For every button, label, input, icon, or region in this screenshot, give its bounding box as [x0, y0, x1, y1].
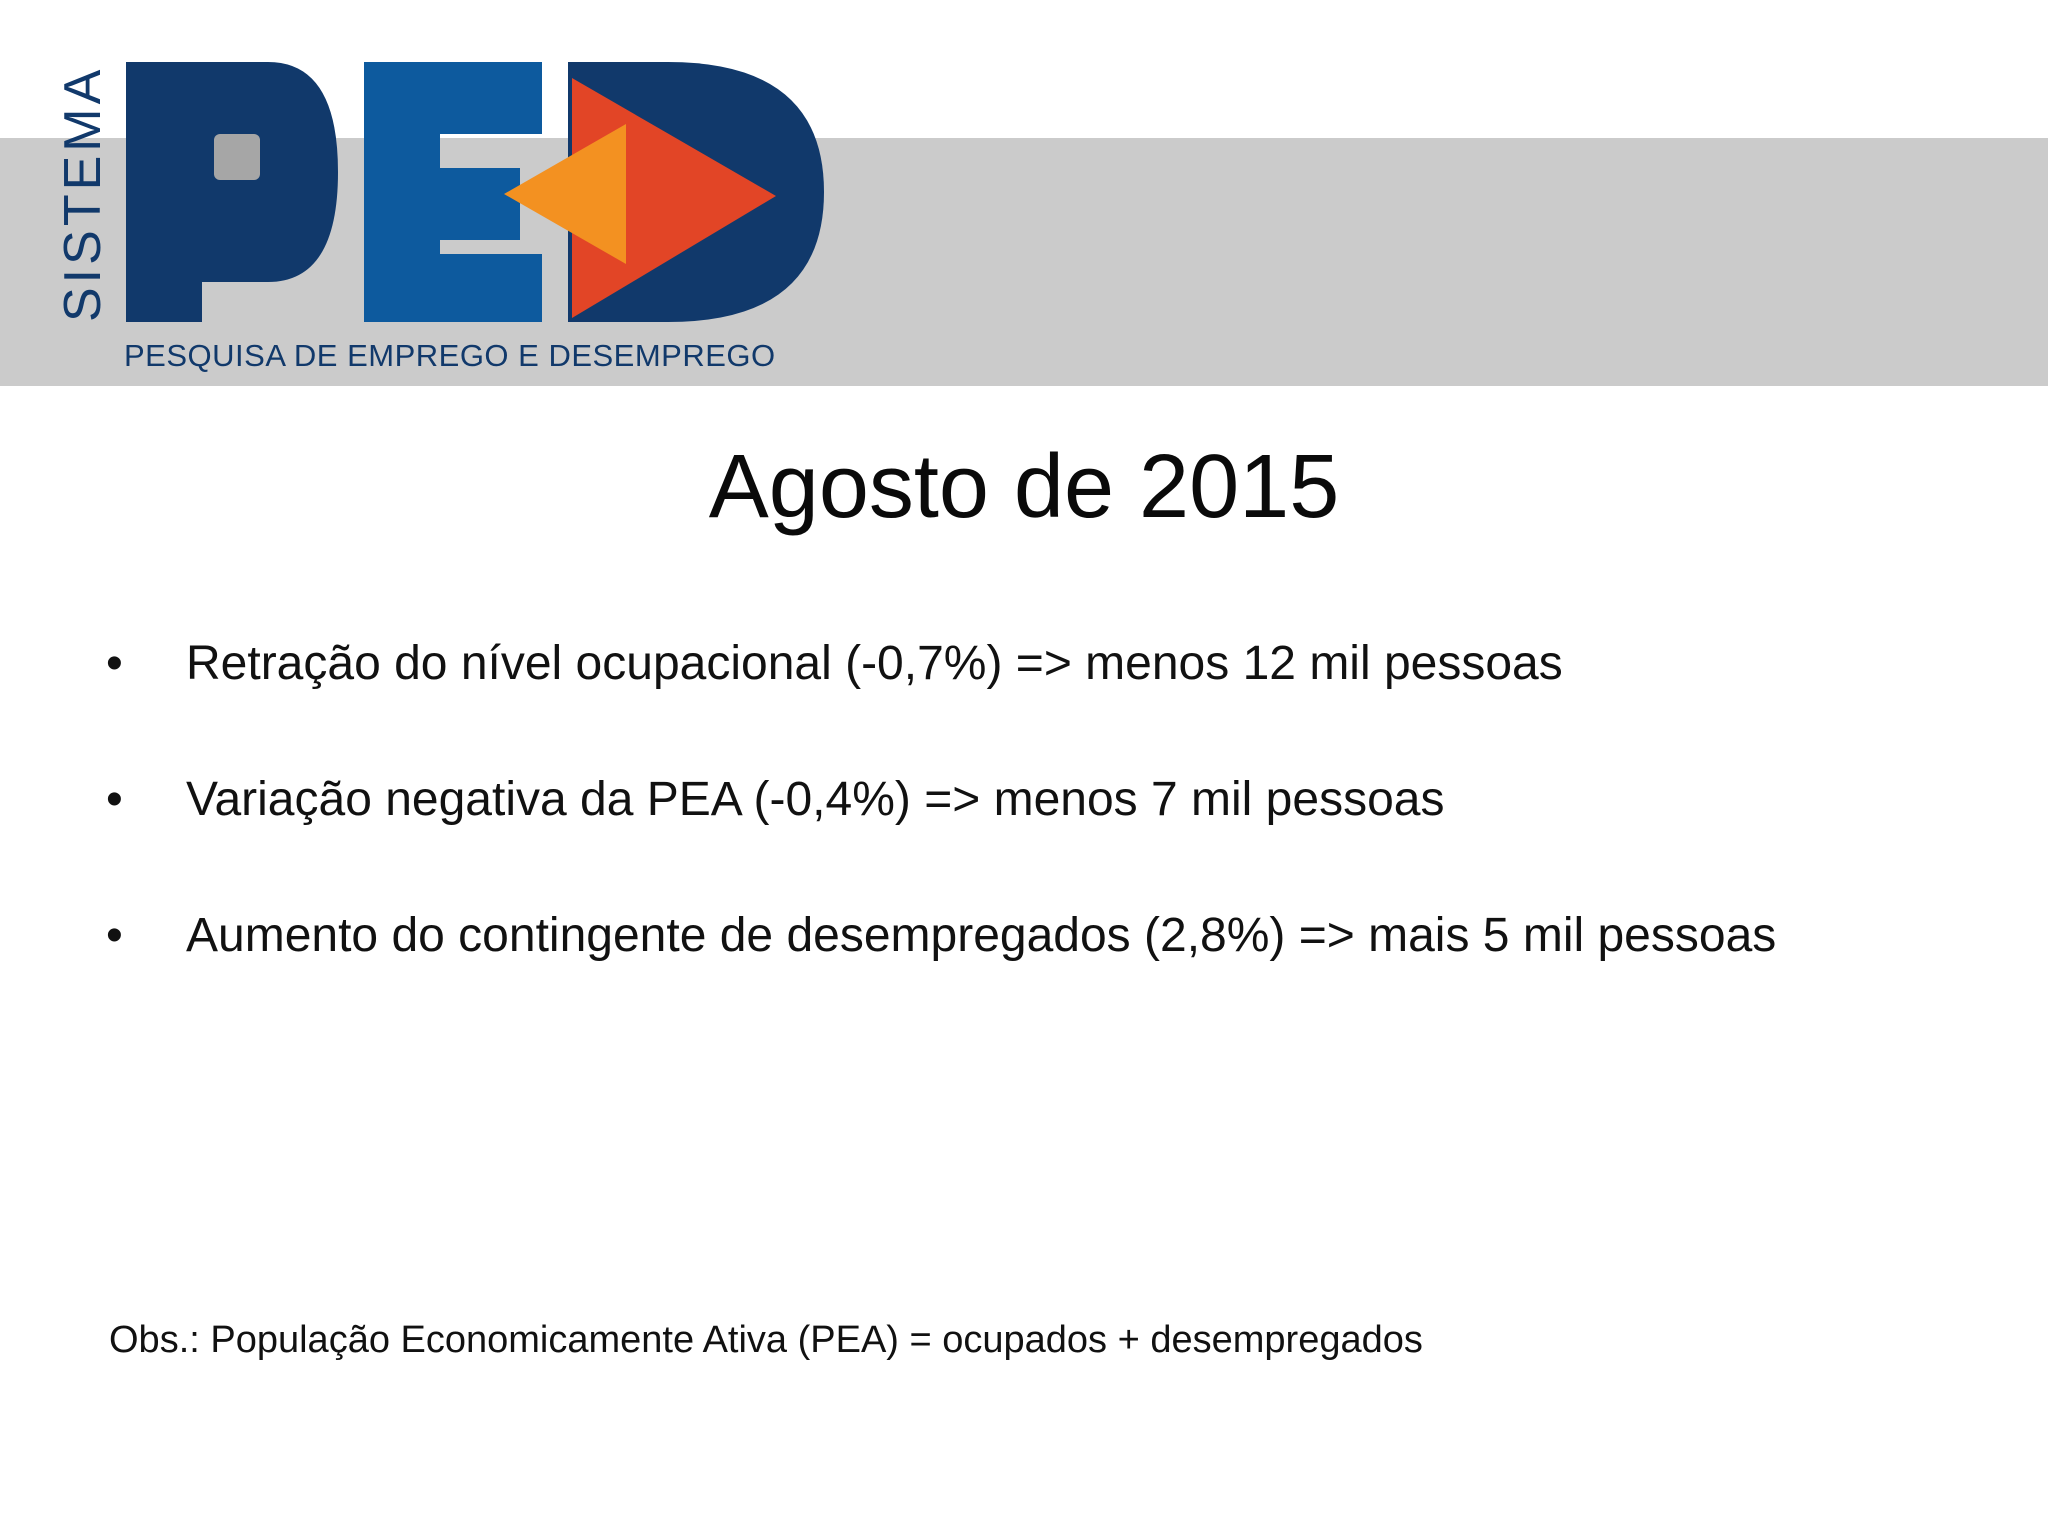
list-item [100, 620, 2000, 756]
bullet-text: Variação negativa da PEA (-0,4%) => menos 7 mil pessoas [186, 773, 1445, 826]
slide-title: Agosto de 2015 [708, 437, 1340, 537]
bullet-list [100, 620, 2000, 1028]
logo-subtitle: PESQUISA DE EMPREGO E DESEMPREGO [124, 338, 776, 373]
bullet-text: Retração do nível ocupacional (-0,7%) => menos 12 mil pessoas [186, 637, 1563, 690]
logo-vertical-word: SISTEMA [54, 65, 112, 322]
logo-letter-p-bowl [214, 134, 260, 180]
bullet-dot: • [106, 773, 123, 826]
ped-logo-graphic [0, 0, 840, 390]
footnote: Obs.: População Economicamente Ativa (PEA) = ocupados + desempregados [109, 1319, 1423, 1361]
bullet-text: Aumento do contingente de desempregados (2,8%) => mais 5 mil pessoas [186, 909, 1777, 962]
logo-letter-p [126, 62, 338, 322]
bullet-dot: • [106, 637, 123, 690]
bullet-dot: • [106, 909, 123, 962]
list-item [100, 756, 2000, 892]
ped-logo [0, 0, 840, 390]
logo-orange-arrow [504, 124, 626, 264]
list-item [100, 892, 2000, 1028]
